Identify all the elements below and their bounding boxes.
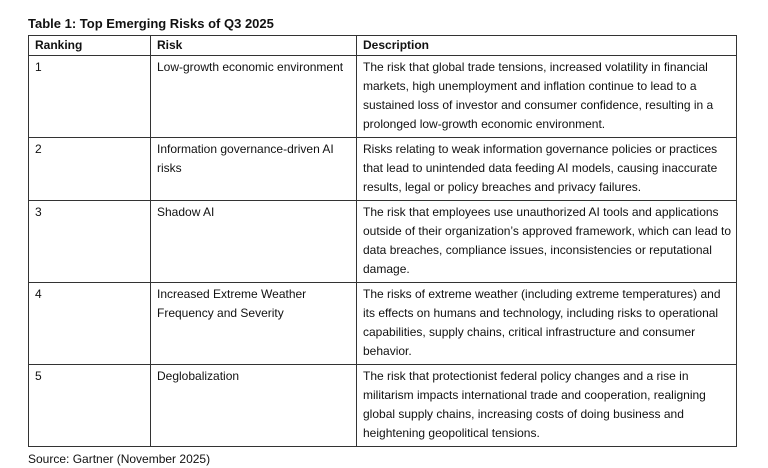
table-header-row: [29, 36, 737, 56]
header-risk: Risk: [151, 36, 357, 56]
table-row: [29, 138, 737, 201]
description-cell: The risk that employees use unauthorized AI tools and applications outside of their organization’s approved framework, which can lead to data breaches, compliance issues, inconsistencies or reputational damage.: [357, 201, 737, 283]
table-row: [29, 365, 737, 447]
description-cell: The risks of extreme weather (including extreme temperatures) and its effects on humans and technology, including risks to operational capabilities, supply chains, critical infrastructure and consumer behavior.: [357, 283, 737, 365]
description-cell: The risk that global trade tensions, increased volatility in financial markets, high unemployment and inflation continue to lead to a sustained loss of investor and consumer confidence, resulting in a prolonged low-growth economic environment.: [357, 56, 737, 138]
ranking-cell: 5: [29, 365, 151, 447]
ranking-cell: 2: [29, 138, 151, 201]
risk-cell: Increased Extreme Weather Frequency and Severity: [151, 283, 357, 365]
emerging-risks-table: [28, 35, 737, 447]
ranking-cell: 1: [29, 56, 151, 138]
risk-cell: Information governance-driven AI risks: [151, 138, 357, 201]
risk-cell: Low-growth economic environment: [151, 56, 357, 138]
table-caption: Table 1: Top Emerging Risks of Q3 2025: [28, 16, 274, 31]
ranking-cell: 4: [29, 283, 151, 365]
header-description: Description: [357, 36, 737, 56]
description-cell: Risks relating to weak information governance policies or practices that lead to unintended data feeding AI models, causing inaccurate results, legal or policy breaches and privacy failures.: [357, 138, 737, 201]
table-row: [29, 283, 737, 365]
table-row: [29, 201, 737, 283]
description-cell: The risk that protectionist federal policy changes and a rise in militarism impacts international trade and cooperation, realigning global supply chains, increasing costs of doing business and heightening geopolitical tensions.: [357, 365, 737, 447]
header-ranking: Ranking: [29, 36, 151, 56]
risk-cell: Deglobalization: [151, 365, 357, 447]
document: [28, 15, 736, 468]
ranking-cell: 3: [29, 201, 151, 283]
source-note: Source: Gartner (November 2025): [28, 452, 211, 466]
risk-cell: Shadow AI: [151, 201, 357, 283]
table-row: [29, 56, 737, 138]
